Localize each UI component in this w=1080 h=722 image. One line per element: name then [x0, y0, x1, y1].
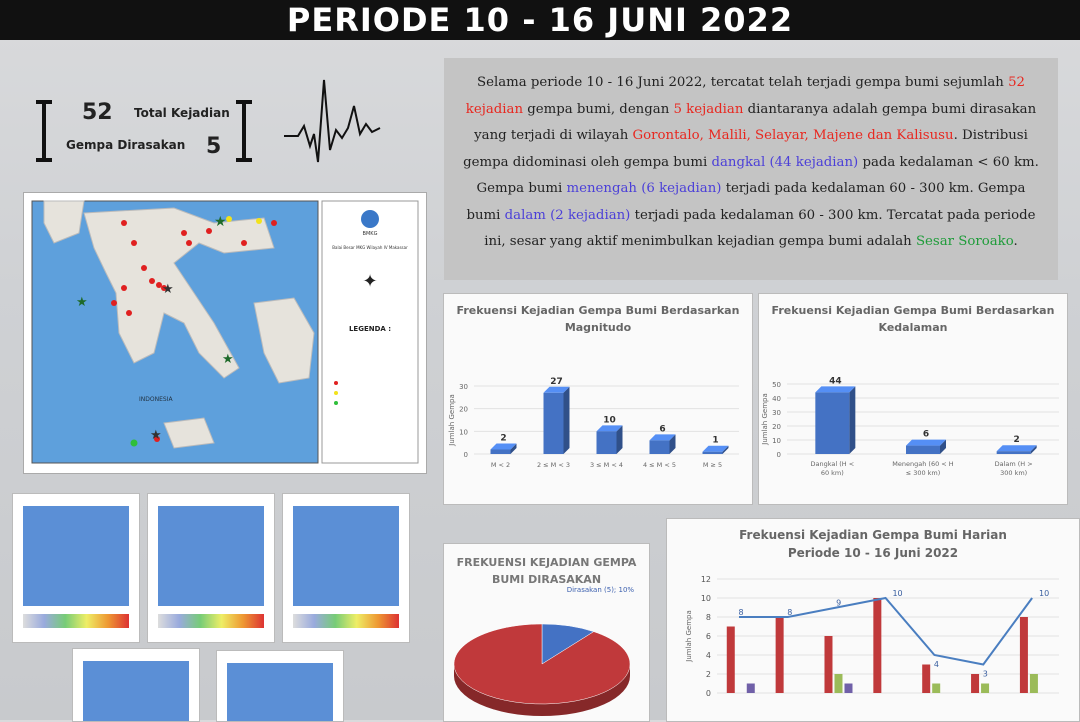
bar: [873, 598, 881, 693]
y-tick-label: 6: [705, 632, 711, 641]
x-tick-label: 2 ≤ M < 3: [536, 461, 571, 469]
map-region-label: INDONESIA: [139, 396, 173, 403]
epicenter-map: [23, 192, 427, 474]
y-tick-label: 0: [705, 689, 711, 698]
shakemap-thumbnail: [72, 648, 200, 722]
x-tick-label: Dalam (H >: [994, 460, 1033, 468]
summary-text: . Distribusi gempa didominasi oleh gempa bumi: [463, 128, 1028, 170]
data-label: 1: [712, 435, 719, 446]
summary-text: terjadi pada kedalaman 60 - 300 km. Gempa bumi: [466, 181, 1026, 223]
data-label: 6: [922, 429, 930, 440]
total-count: 52: [82, 100, 113, 125]
y-axis-label: Jumlah Gempa: [685, 610, 693, 662]
summary-text: terjadi pada kedalaman 60 - 300 km. Tercatat pada periode ini, sesar yang aktif menimbulkan kejadian gempa bumi adalah: [484, 207, 1036, 249]
shakemap-thumbnail: [147, 493, 275, 643]
summary-intermediate-highlight: menengah (6 kejadian): [566, 181, 722, 196]
y-tick-label: 10: [700, 594, 711, 603]
north-arrow-icon: ✦: [362, 271, 378, 292]
summary-total-highlight: 52 kejadian: [465, 75, 1026, 117]
daily-chart-title: Frekuensi Kejadian Gempa Bumi Harian: [739, 528, 1007, 542]
page-title: PERIODE 10 - 16 JUNI 2022: [286, 1, 794, 39]
x-tick-label: Dangkal (H <: [810, 460, 855, 468]
summary-fault-highlight: Sesar Soroako: [915, 234, 1014, 249]
daily-chart-subtitle: Periode 10 - 16 Juni 2022: [787, 546, 959, 560]
slice-label: Dirasakan (5); 10%: [566, 585, 635, 594]
point-label: 8: [738, 608, 744, 617]
svg-text:★: ★: [222, 352, 234, 367]
svg-text:★: ★: [162, 282, 174, 297]
daily-chart: [667, 519, 1079, 721]
y-tick-label: 8: [705, 613, 711, 622]
x-tick-label: 4 ≤ M < 5: [642, 461, 677, 469]
bar: [922, 665, 930, 694]
summary-text: Selama periode 10 - 16 Juni 2022, tercatat telah terjadi gempa bumi sejumlah: [476, 75, 1009, 90]
bar: [981, 684, 989, 694]
bar: [997, 451, 1031, 454]
felt-label: Gempa Dirasakan: [66, 138, 186, 152]
bar-top: [997, 445, 1037, 451]
y-tick-label: 0: [776, 451, 781, 459]
bar-top: [815, 386, 855, 392]
data-label: 44: [829, 376, 842, 387]
felt-pie-panel: [443, 543, 650, 722]
bar: [727, 627, 735, 694]
point-label: 9: [836, 598, 842, 608]
pie-slice: [454, 624, 630, 704]
summary-shallow-highlight: dangkal (44 kejadian): [711, 154, 859, 170]
bar: [776, 617, 784, 693]
bar: [906, 446, 940, 454]
shakemap-thumbnail: [12, 493, 140, 643]
svg-text:★: ★: [150, 428, 162, 443]
y-tick-label: 0: [463, 451, 468, 459]
x-tick-label: 3 ≤ M < 4: [589, 461, 624, 469]
x-tick-label: M < 2: [490, 461, 511, 469]
y-tick-label: 10: [772, 437, 781, 445]
y-axis-label: Jumlah Gempa: [761, 393, 769, 445]
bracket-left-icon: [36, 100, 52, 162]
stats-strip: [36, 92, 396, 188]
point-label: 10: [1039, 589, 1050, 598]
y-axis-label: Jumlah Gempa: [448, 394, 456, 446]
bar: [747, 684, 755, 694]
bar: [491, 449, 511, 454]
y-tick-label: 50: [772, 381, 781, 389]
felt-count: 5: [206, 134, 222, 159]
bar: [824, 636, 832, 693]
summary-felt-highlight: 5 kejadian: [673, 101, 744, 117]
felt-pie-chart: [444, 544, 649, 721]
summary-regions-highlight: Gorontalo, Malili, Selayar, Majene dan Kalisusu: [632, 128, 954, 143]
x-tick-label: 60 km): [820, 469, 844, 477]
shakemap-thumbnail: [216, 650, 344, 722]
data-label: 6: [659, 424, 666, 435]
data-label: 2: [1013, 435, 1020, 446]
point-label: 8: [787, 608, 793, 617]
y-tick-label: 4: [705, 651, 711, 660]
depth-chart: [759, 294, 1067, 504]
summary-panel: [444, 58, 1058, 280]
map-legend-title: LEGENDA :: [348, 325, 392, 333]
summary-text: diantaranya adalah gempa bumi dirasakan yang terjadi di wilayah: [474, 101, 1037, 143]
y-tick-label: 20: [772, 423, 781, 431]
bar: [597, 431, 617, 454]
depth-chart-title: Frekuensi Kejadian Gempa Bumi Berdasarkan Kedalaman: [771, 304, 1055, 334]
bracket-right-icon: [236, 100, 252, 162]
summary-text: pada kedalaman < 60 km. Gempa bumi: [476, 154, 1039, 196]
svg-text:★: ★: [76, 295, 88, 310]
magnitude-chart-panel: [443, 293, 753, 505]
y-tick-label: 40: [772, 395, 781, 403]
x-tick-label: ≤ 300 km): [905, 469, 941, 477]
bar-side: [564, 387, 570, 454]
map-office-text: Balai Besar MKG Wilayah IV Makassar: [332, 245, 408, 250]
bar: [1020, 617, 1028, 693]
total-label: Total Kejadian: [134, 106, 230, 120]
x-tick-label: M ≥ 5: [702, 461, 723, 469]
data-label: 2: [500, 433, 507, 444]
bar: [834, 674, 842, 693]
bar: [971, 674, 979, 693]
y-tick-label: 2: [705, 670, 711, 679]
bar: [844, 684, 852, 694]
y-tick-label: 20: [459, 405, 468, 414]
epicenter-map-drawing: [24, 193, 426, 473]
x-tick-label: 300 km): [1000, 469, 1028, 477]
data-label: 27: [550, 376, 563, 387]
bar: [815, 392, 849, 454]
bar: [703, 452, 723, 454]
point-label: 4: [933, 660, 939, 669]
felt-pie-title: FREKUENSI KEJADIAN GEMPA BUMI DIRASAKAN: [456, 556, 637, 586]
summary-text: gempa bumi, dengan: [523, 101, 674, 117]
bar: [544, 393, 564, 454]
x-tick-label: Menengah (60 < H: [892, 460, 954, 468]
bar: [650, 440, 670, 454]
bar-top: [906, 440, 946, 446]
y-tick-label: 12: [700, 575, 711, 584]
bar-side: [849, 386, 855, 454]
bar: [932, 684, 940, 694]
point-label: 3: [982, 669, 988, 679]
header-bar: [0, 0, 1080, 40]
shakemap-thumbnail: [282, 493, 410, 643]
summary-text: .: [1013, 234, 1018, 249]
data-label: 10: [603, 415, 616, 426]
magnitude-chart: [444, 294, 752, 504]
magnitude-chart-title: Frekuensi Kejadian Gempa Bumi Berdasarkan Magnitudo: [456, 304, 740, 334]
daily-chart-panel: [666, 518, 1080, 722]
y-tick-label: 30: [459, 383, 468, 391]
y-tick-label: 30: [772, 409, 781, 417]
point-label: 10: [892, 589, 903, 598]
depth-chart-panel: [758, 293, 1068, 505]
summary-deep-highlight: dalam (2 kejadian): [504, 207, 631, 223]
y-tick-label: 10: [459, 428, 468, 437]
seismograph-icon: [284, 76, 384, 172]
bar: [1030, 674, 1038, 693]
svg-text:★: ★: [214, 214, 227, 230]
map-logo-text: BMKG: [362, 231, 378, 237]
